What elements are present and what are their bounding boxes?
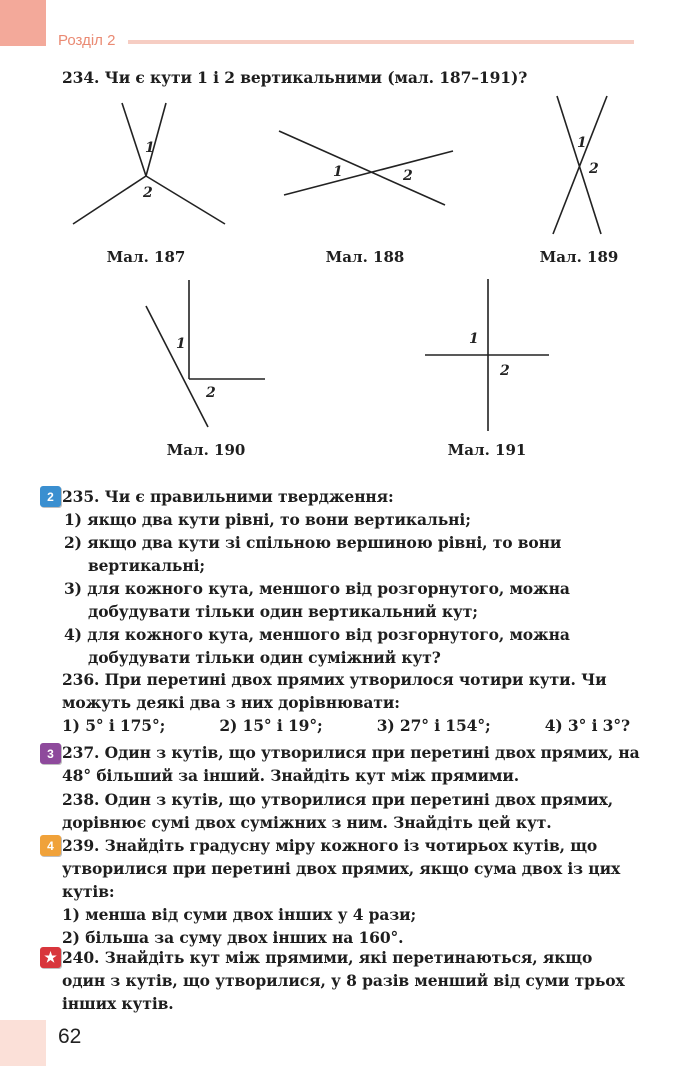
problem-number: 240.: [62, 948, 100, 967]
angle-label-2: 2: [206, 385, 216, 401]
figure-line: [284, 151, 453, 195]
answer-options: [62, 714, 640, 737]
problem-text: Знайдіть градусну міру кожного із чотирьох кутів, що утворилися при перетині двох прямих, якщо сума двох із цих кутів:: [62, 836, 621, 901]
problem-text: Чи є правильними твердження:: [104, 487, 394, 506]
angle-label-2: 2: [589, 161, 599, 177]
figure-line: [73, 176, 146, 224]
problem-text: Чи є кути 1 і 2 вертикальними (мал. 187–191)?: [104, 68, 528, 87]
problem-number: 239.: [62, 836, 100, 855]
figure-191: [425, 279, 549, 431]
section-header: Розділ 2: [58, 32, 116, 49]
problem-number: 238.: [62, 790, 100, 809]
problem-text: Один з кутів, що утворилися при перетині двох прямих, на 48° більший за інший. Знайдіть кут між прямими.: [62, 743, 640, 785]
figure-line: [146, 176, 225, 224]
figure-caption-191: Мал. 191: [447, 441, 527, 459]
list-item: 3) для кожного кута, меншого від розгорнутого, можна добудувати тільки один вертикальний кут;: [64, 579, 570, 621]
list-item: 1) менша від суми двох інших у 4 рази;: [62, 905, 417, 924]
level-badge: 3: [40, 743, 61, 764]
answer-option: 2) 15° і 19°;: [219, 716, 323, 735]
problem-number: 236.: [62, 670, 100, 689]
footer-decoration: [0, 1020, 46, 1066]
problem-text: Знайдіть кут між прямими, які перетинаються, якщо один з кутів, що утворилися, у 8 разів менший від суми трьох інших кутів.: [62, 948, 625, 1013]
figures-angles: [0, 0, 700, 440]
page-number: 62: [58, 1025, 82, 1048]
angle-label-1: 1: [145, 140, 155, 156]
figure-189: [553, 96, 607, 234]
problem-text: Один з кутів, що утворилися при перетині двох прямих, дорівнює сумі двох суміжних з ним. Знайдіть цей кут.: [62, 790, 614, 832]
list-item: 2) більша за суму двох інших на 160°.: [62, 928, 404, 947]
problem-number: 237.: [62, 743, 100, 762]
angle-label-2: 2: [500, 363, 510, 379]
level-badge: 2: [40, 486, 61, 507]
problem-237: [62, 741, 640, 787]
problem-number: 235.: [62, 487, 100, 506]
figure-caption-190: Мал. 190: [166, 441, 246, 459]
angle-label-2: 2: [143, 185, 153, 201]
problem-text: При перетині двох прямих утворилося чотири кути. Чи можуть деякі два з них дорівнювати:: [62, 670, 607, 712]
list-item: 2) якщо два кути зі спільною вершиною рівні, то вони вертикальні;: [64, 533, 562, 575]
figure-line: [122, 103, 146, 176]
answer-option: 4) 3° і 3°?: [544, 716, 630, 735]
figure-caption-187: Мал. 187: [106, 248, 186, 266]
answer-option: 1) 5° і 175°;: [62, 716, 166, 735]
problem-240: [62, 946, 640, 1015]
figure-caption-188: Мал. 188: [325, 248, 405, 266]
figure-line: [146, 306, 208, 427]
level-badge: ★: [40, 947, 61, 968]
figure-line: [279, 131, 445, 205]
figure-187: [73, 103, 225, 224]
problem-235: [62, 485, 640, 669]
figure-line: [553, 96, 607, 234]
figure-188: [279, 131, 453, 205]
problem-number: 234.: [62, 68, 100, 87]
angle-label-1: 1: [469, 331, 479, 347]
figure-190: [146, 280, 265, 427]
answer-option: 3) 27° і 154°;: [376, 716, 491, 735]
list-item: 4) для кожного кута, меншого від розгорнутого, можна добудувати тільки один суміжний кут?: [64, 625, 570, 667]
problem-239: [62, 834, 640, 949]
angle-label-1: 1: [577, 135, 587, 151]
problem-238: [62, 788, 640, 834]
figure-caption-189: Мал. 189: [539, 248, 619, 266]
angle-label-2: 2: [403, 168, 413, 184]
angle-label-1: 1: [333, 164, 343, 180]
problem-236: [62, 668, 640, 737]
list-item: 1) якщо два кути рівні, то вони вертикальні;: [64, 510, 471, 529]
angle-label-1: 1: [176, 336, 186, 352]
level-badge: 4: [40, 835, 61, 856]
